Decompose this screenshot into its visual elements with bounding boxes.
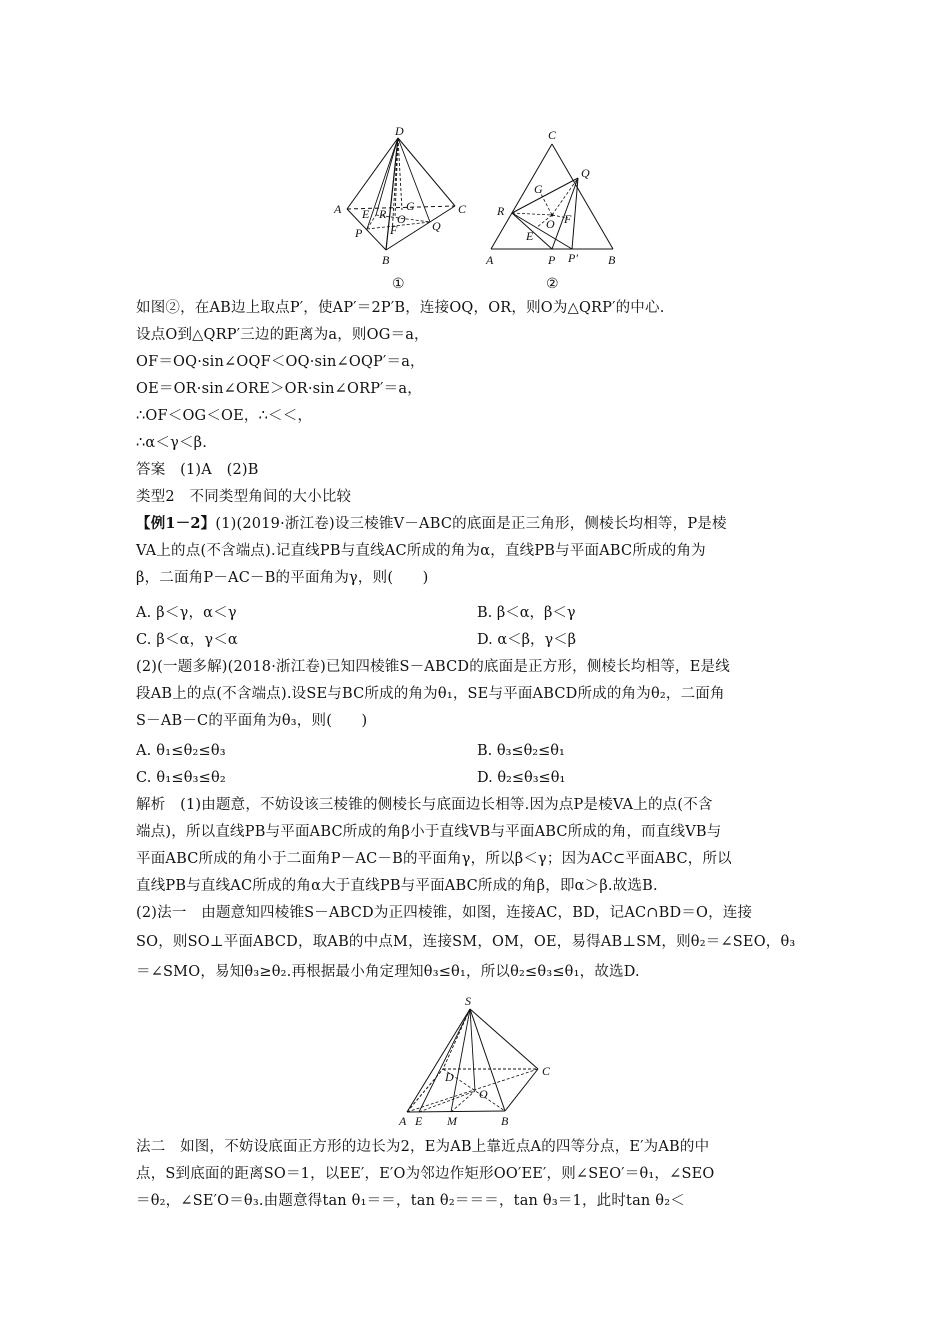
fig2-label-E: E — [526, 229, 534, 243]
fig1-label-R: R — [379, 207, 387, 221]
method2-line-2: 点，S到底面的距离SO＝1，以EE′，E′O为邻边作矩形OO′EE′，则∠SEO′＝θ₁，∠SEO — [136, 1166, 715, 1182]
solution-line-2: 端点)，所以直线PB与平面ABC所成的角β小于直线VB与平面ABC所成的角，而直线VB与 — [136, 824, 722, 840]
text-line-5: ∴OF＜OG＜OE，∴＜＜， — [136, 408, 313, 424]
fig2-label-O: O — [546, 217, 555, 231]
option-1a: A. β＜γ，α＜γ — [136, 605, 237, 621]
pyr-label-C: C — [542, 1064, 551, 1078]
fig2-label-B: B — [608, 253, 616, 267]
text-line-2: 设点O到△QRP′三边的距离为a，则OG＝a， — [136, 327, 429, 343]
solution-line-3: 平面ABC所成的角小于二面角P－AC－B的平面角γ，所以β＜γ；因为AC⊂平面ABC，所以 — [136, 851, 732, 867]
example-part2-line-1: (2)(一题多解)(2018·浙江卷)已知四棱锥S－ABCD的底面是正方形，侧棱长均相等，E是线 — [136, 659, 730, 675]
solution-line-6: SO，则SO⊥平面ABCD，取AB的中点M，连接SM，OM，OE，易得AB⊥SM，则θ₂＝∠SEO，θ₃ — [136, 934, 796, 950]
text-line-4: OE＝OR·sin∠ORE＞OR·sin∠ORP′＝a， — [136, 381, 422, 397]
pyr-label-M: M — [447, 1114, 457, 1128]
option-2c: C. θ₁≤θ₃≤θ₂ — [136, 770, 226, 786]
example-1-2-label: 【例1－2】 — [136, 515, 216, 532]
fig1-label-O: O — [397, 212, 406, 226]
figure-pyramid — [395, 995, 565, 1130]
fig1-label-A: A — [334, 202, 342, 216]
fig1-label-Q: Q — [432, 219, 441, 233]
pyr-label-S: S — [465, 995, 471, 1008]
method2-line-3: ＝θ₂，∠SE′O＝θ₃.由题意得tan θ₁＝＝，tan θ₂＝＝＝，tan θ₃＝1，此时tan θ₂＜ — [136, 1193, 685, 1209]
example-part2-line-2: 段AB上的点(不含端点).设SE与BC所成的角为θ₁，SE与平面ABCD所成的角为θ₂，二面角 — [136, 686, 725, 702]
fig2-label-Q: Q — [581, 166, 590, 180]
example-line-2: VA上的点(不含端点).记直线PB与直线AC所成的角为α，直线PB与平面ABC所成的角为 — [136, 543, 706, 559]
option-2a: A. θ₁≤θ₂≤θ₃ — [136, 743, 226, 759]
fig1-label-D: D — [395, 124, 404, 138]
pyr-label-A: A — [399, 1114, 407, 1128]
figure-1-tetrahedron — [330, 122, 480, 294]
solution-line-1: 解析 (1)由题意，不妨设该三棱锥的侧棱长与底面边长相等.因为点P是棱VA上的点(不含 — [136, 797, 713, 813]
fig1-label-P: P — [355, 226, 363, 240]
solution-line-7: ＝∠SMO，易知θ₃≥θ₂.再根据最小角定理知θ₃≤θ₁，所以θ₂≤θ₃≤θ₁，故选D. — [136, 964, 640, 980]
fig2-label-R: R — [497, 204, 505, 218]
fig2-label-C: C — [548, 128, 557, 142]
pyr-label-O: O — [479, 1087, 488, 1101]
example-line-3: β，二面角P－AC－B的平面角为γ，则( ) — [136, 570, 429, 586]
option-1c: C. β＜α，γ＜α — [136, 632, 238, 648]
pyr-label-D: D — [445, 1070, 454, 1084]
fig2-label-P: P — [548, 253, 556, 267]
fig1-label-B: B — [382, 253, 390, 267]
example-1-2-line-1 — [136, 514, 727, 534]
section-heading-type2: 类型2 不同类型角间的大小比较 — [136, 489, 352, 505]
option-2b: B. θ₃≤θ₂≤θ₁ — [477, 743, 565, 759]
fig1-caption: ① — [392, 277, 405, 292]
text-line-3: OF＝OQ·sin∠OQF＜OQ·sin∠OQP′＝a， — [136, 354, 425, 370]
fig2-label-F: F — [564, 212, 572, 226]
fig1-label-C: C — [458, 202, 467, 216]
fig2-label-G: G — [534, 182, 543, 196]
pyr-label-B: B — [501, 1114, 509, 1128]
option-1d: D. α＜β，γ＜β — [477, 632, 577, 648]
fig1-label-G: G — [406, 199, 415, 213]
solution-line-5: (2)法一 由题意知四棱锥S－ABCD为正四棱锥，如图，连接AC，BD，记AC∩BD＝O，连接 — [136, 905, 753, 921]
example-part2-line-3: S－AB－C的平面角为θ₃，则( ) — [136, 713, 368, 729]
fig2-label-P-prime: P′ — [568, 251, 578, 265]
figure-2-triangle — [480, 122, 630, 294]
text-line-1: 如图②，在AB边上取点P′，使AP′＝2P′B，连接OQ，OR，则O为△QRP′的中心. — [136, 300, 665, 316]
option-2d: D. θ₂≤θ₃≤θ₁ — [477, 770, 566, 786]
solution-line-4: 直线PB与直线AC所成的角α大于直线PB与平面ABC所成的角β，即α＞β.故选B. — [136, 878, 658, 894]
text-line-6: ∴α＜γ＜β. — [136, 435, 208, 451]
answer-line: 答案 (1)A (2)B — [136, 462, 259, 478]
method2-line-1: 法二 如图，不妨设底面正方形的边长为2，E为AB上靠近点A的四等分点，E′为AB的中 — [136, 1139, 710, 1155]
fig1-label-F: F — [390, 223, 398, 237]
option-1b: B. β＜α，β＜γ — [477, 605, 576, 621]
fig2-caption: ② — [546, 277, 559, 292]
pyr-label-E: E — [415, 1114, 423, 1128]
fig1-label-E: E — [362, 207, 370, 221]
fig2-label-A: A — [486, 253, 494, 267]
example-1-2-text: (1)(2019·浙江卷)设三棱锥V－ABC的底面是正三角形，侧棱长均相等，P是棱 — [215, 516, 727, 532]
